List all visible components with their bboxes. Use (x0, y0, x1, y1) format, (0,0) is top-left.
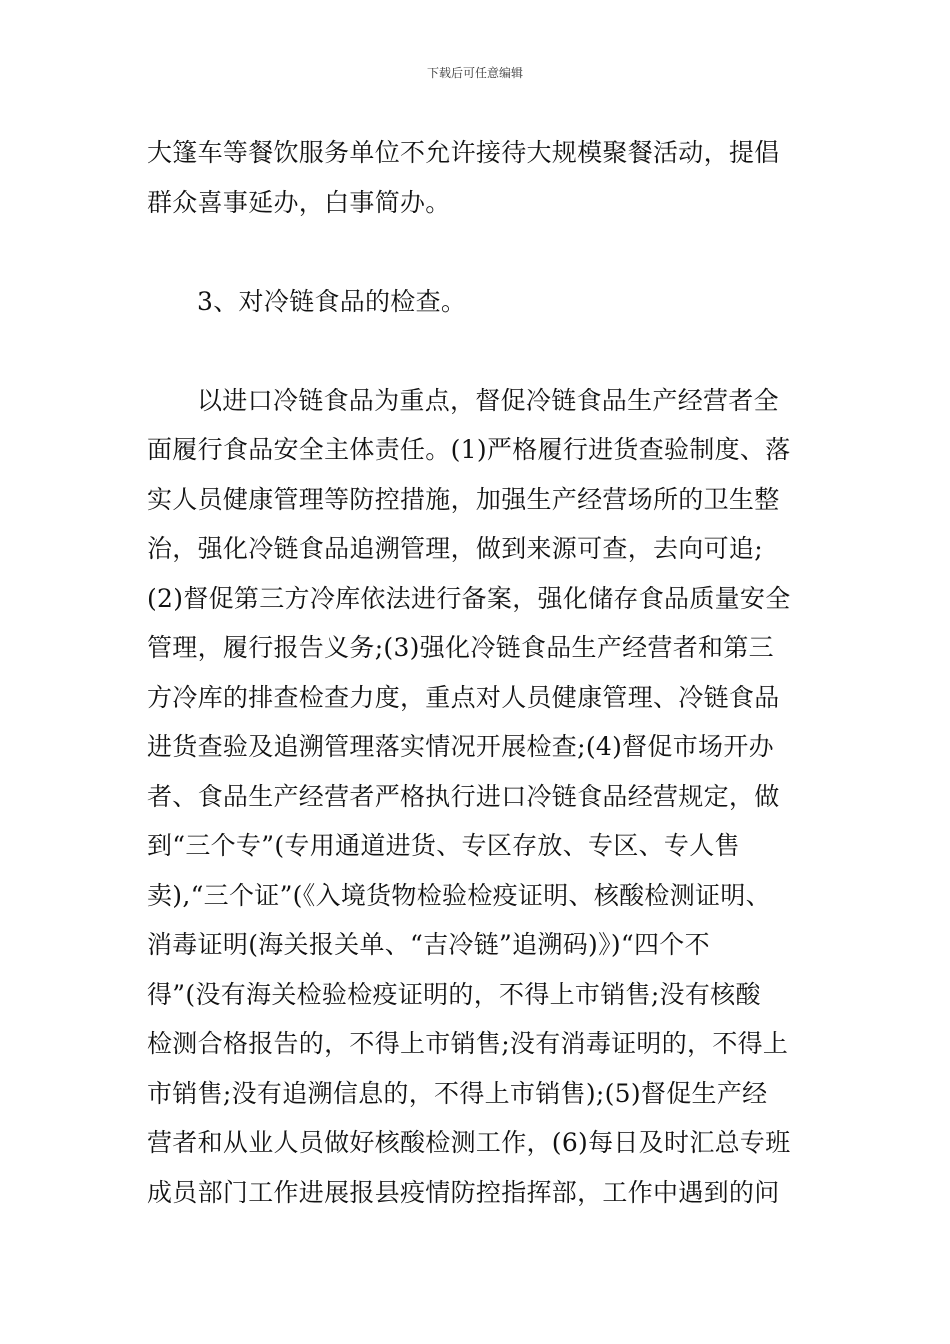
text-line: 治，强化冷链食品追溯管理，做到来源可查，去向可追; (147, 534, 763, 563)
text-line: 管理，履行报告义务;(3)强化冷链食品生产经营者和第三 (147, 633, 774, 662)
text-line: 实人员健康管理等防控措施，加强生产经营场所的卫生整 (147, 484, 780, 514)
text-line: 消毒证明(海关报关单、“吉冷链”追溯码)》)“四个不 (147, 930, 710, 959)
section-heading-cold-chain: 3、对冷链食品的检查。 (197, 286, 467, 316)
text-line: 得”(没有海关检验检疫证明的，不得上市销售;没有核酸 (147, 979, 761, 1009)
text-line: 进货查验及追溯管理落实情况开展检查;(4)督促市场开办 (147, 732, 774, 761)
text-line: (2)督促第三方冷库依法进行备案，强化储存食品质量安全 (147, 583, 791, 613)
text-line: 卖),“三个证”(《入境货物检验检疫证明、核酸检测证明、 (147, 880, 771, 910)
text-line: 检测合格报告的，不得上市销售;没有消毒证明的，不得上 (147, 1029, 789, 1058)
text-line: 到“三个专”(专用通道进货、专区存放、专区、专人售 (147, 831, 740, 860)
paragraph-spacer (147, 227, 807, 277)
text-line: 者、食品生产经营者严格执行进口冷链食品经营规定，做 (147, 781, 780, 811)
page-header: 下载后可任意编辑 (426, 66, 523, 80)
text-line: 市销售;没有追溯信息的，不得上市销售);(5)督促生产经 (147, 1078, 768, 1108)
paragraph-restaurant-rules (147, 128, 807, 227)
text-line: 面履行食品安全主体责任。(1)严格履行进货查验制度、落 (147, 435, 791, 464)
document-body (147, 128, 807, 1217)
text-line: 营者和从业人员做好核酸检测工作，(6)每日及时汇总专班 (147, 1128, 791, 1157)
paragraph-spacer (147, 326, 807, 376)
paragraph-cold-chain-inspection (147, 376, 807, 1218)
text-line: 方冷库的排查检查力度，重点对人员健康管理、冷链食品 (147, 682, 780, 712)
text-line: 成员部门工作进展报县疫情防控指挥部，工作中遇到的问 (147, 1177, 780, 1207)
text-line: 大篷车等餐饮服务单位不允许接待大规模聚餐活动，提倡 (147, 138, 780, 167)
text-line: 以进口冷链食品为重点，督促冷链食品生产经营者全 (197, 385, 779, 415)
text-line: 群众喜事延办，白事简办。 (147, 187, 451, 217)
